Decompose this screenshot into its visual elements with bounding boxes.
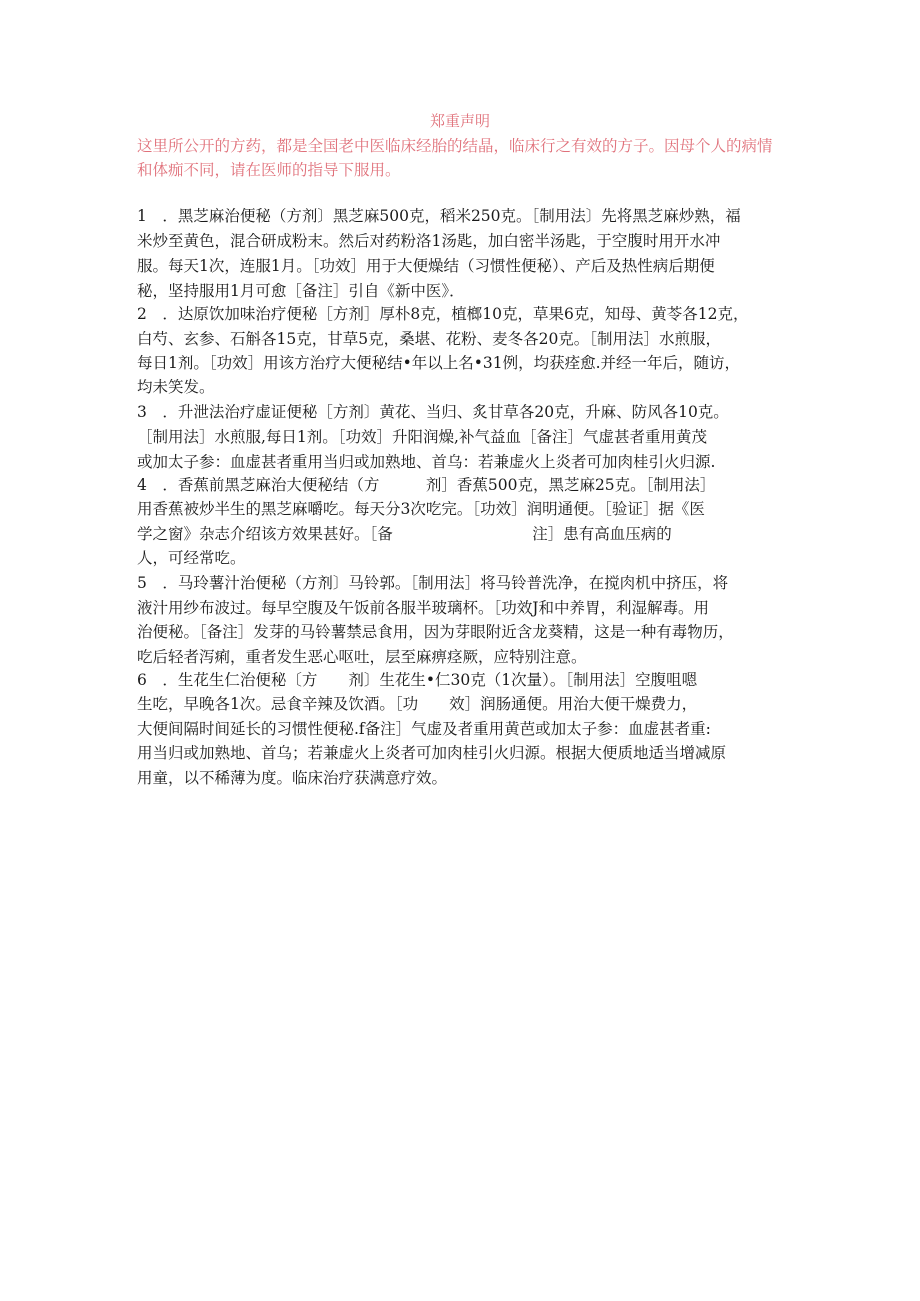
text-line: 服。每天1次，连服1月。［功效］用于大便燥结（习惯性便秘）、产后及热性病后期便 — [137, 257, 715, 275]
text-line: 米炒至黄色，混合研成粉末。然后对药粉洛1汤匙，加白密半汤匙，于空腹时用开水冲 — [137, 232, 721, 250]
text-line: 白芍、玄参、石斛各15克，甘草5克，桑堪、花粉、麦冬各20克。［制用法］水煎服， — [137, 330, 722, 348]
text-line: 每日1剂。［功效］用该方治疗大便秘结•年以上名•31例，均获痊愈.并经一年后，随访， — [137, 354, 741, 372]
text-line: 2 ．达原饮加味治疗便秘［方剂］厚朴8克，植榔10克，草果6克，知母、黄苓各12克， — [137, 305, 749, 323]
text-line: 学之窗》杂志介绍该方效果甚好。［备 注］患有高血压病的 — [137, 525, 672, 543]
text-line: 用香蕉被炒半生的黑芝麻嚼吃。每天分3次吃完。［功效］润明通便。［验证］据《医 — [137, 500, 705, 518]
text-line: 治便秘。［备注］发芽的马铃薯禁忌食用，因为芽眼附近含龙葵精，这是一种有毒物历， — [137, 623, 734, 641]
text-line: 6 ．生花生仁治便秘〔方 剂〕生花生•仁30克（1次量）。［制用法］空腹咀嗯 — [137, 671, 698, 689]
text-line: 1 ．黑芝麻治便秘（方剂〕黑芝麻500克，稻米250克。［制用法〕先将黑芝麻炒熟，福 — [137, 207, 741, 225]
text-line: 均未笑发。 — [137, 378, 215, 396]
text-line: 用当归或加熟地、首乌；若兼虚火上炎者可加肉桂引火归源。根据大便质地适当增减原 — [137, 744, 727, 762]
notice-text: 这里所公开的方药，都是全国老中医临床经胎的结晶，临床行之有效的方子。因母个人的病情和体痂不同，请在医师的指导下服用。 — [137, 137, 773, 179]
text-line: 秘，坚持服用1月可愈［备注］引自《新中医》． — [137, 282, 465, 300]
text-line: 大便间隔时间延长的习惯性便秘.f备注］气虚及者重用黄芭或加太子参：血虚甚者重: — [137, 720, 711, 738]
text-line: ［制用法］水煎服,每日1剂。［功效］升阳润燥,补气益血［备注］气虚甚者重用黄茂 — [137, 428, 707, 446]
text-line: 生吃，早晚各1次。忌食辛辣及饮酒。［功 效］润肠通便。用治大便干燥费力， — [137, 695, 698, 713]
text-line: 人，可经常吃。 — [137, 549, 246, 567]
text-line: 4 ．香蕉前黑芝麻治大便秘结（方 剂］香蕉500克，黑芝麻25克。［制用法］ — [137, 476, 716, 494]
text-line: 液汁用纱布波过。每早空腹及午饭前各服半玻璃杯。［功效J和中养胃，利湿解毒。用 — [137, 599, 709, 617]
text-line: 或加太子参：血虚甚者重用当归或加熟地、首乌：若兼虚火上炎者可加肉桂引火归源. — [137, 453, 716, 471]
text-line: 3 ．升泄法治疗虚证便秘［方剂〕黄花、当归、炙甘草各20克，升麻、防风各10克。 — [137, 403, 729, 421]
notice-title: 郑重声明 — [429, 112, 490, 130]
text-line: 5 ．马玲薯汁治便秘（方剂〕马铃郭。［制用法］将马铃普洗净，在搅肉机中挤压，将 — [137, 574, 729, 592]
text-line: 用童，以不稀薄为度。临床治疗获满意疗效。 — [137, 769, 448, 787]
text-line: 吃后轻者泻痢，重者发生恶心呕吐，层至麻痹痉厥，应特别注意。 — [137, 648, 587, 666]
